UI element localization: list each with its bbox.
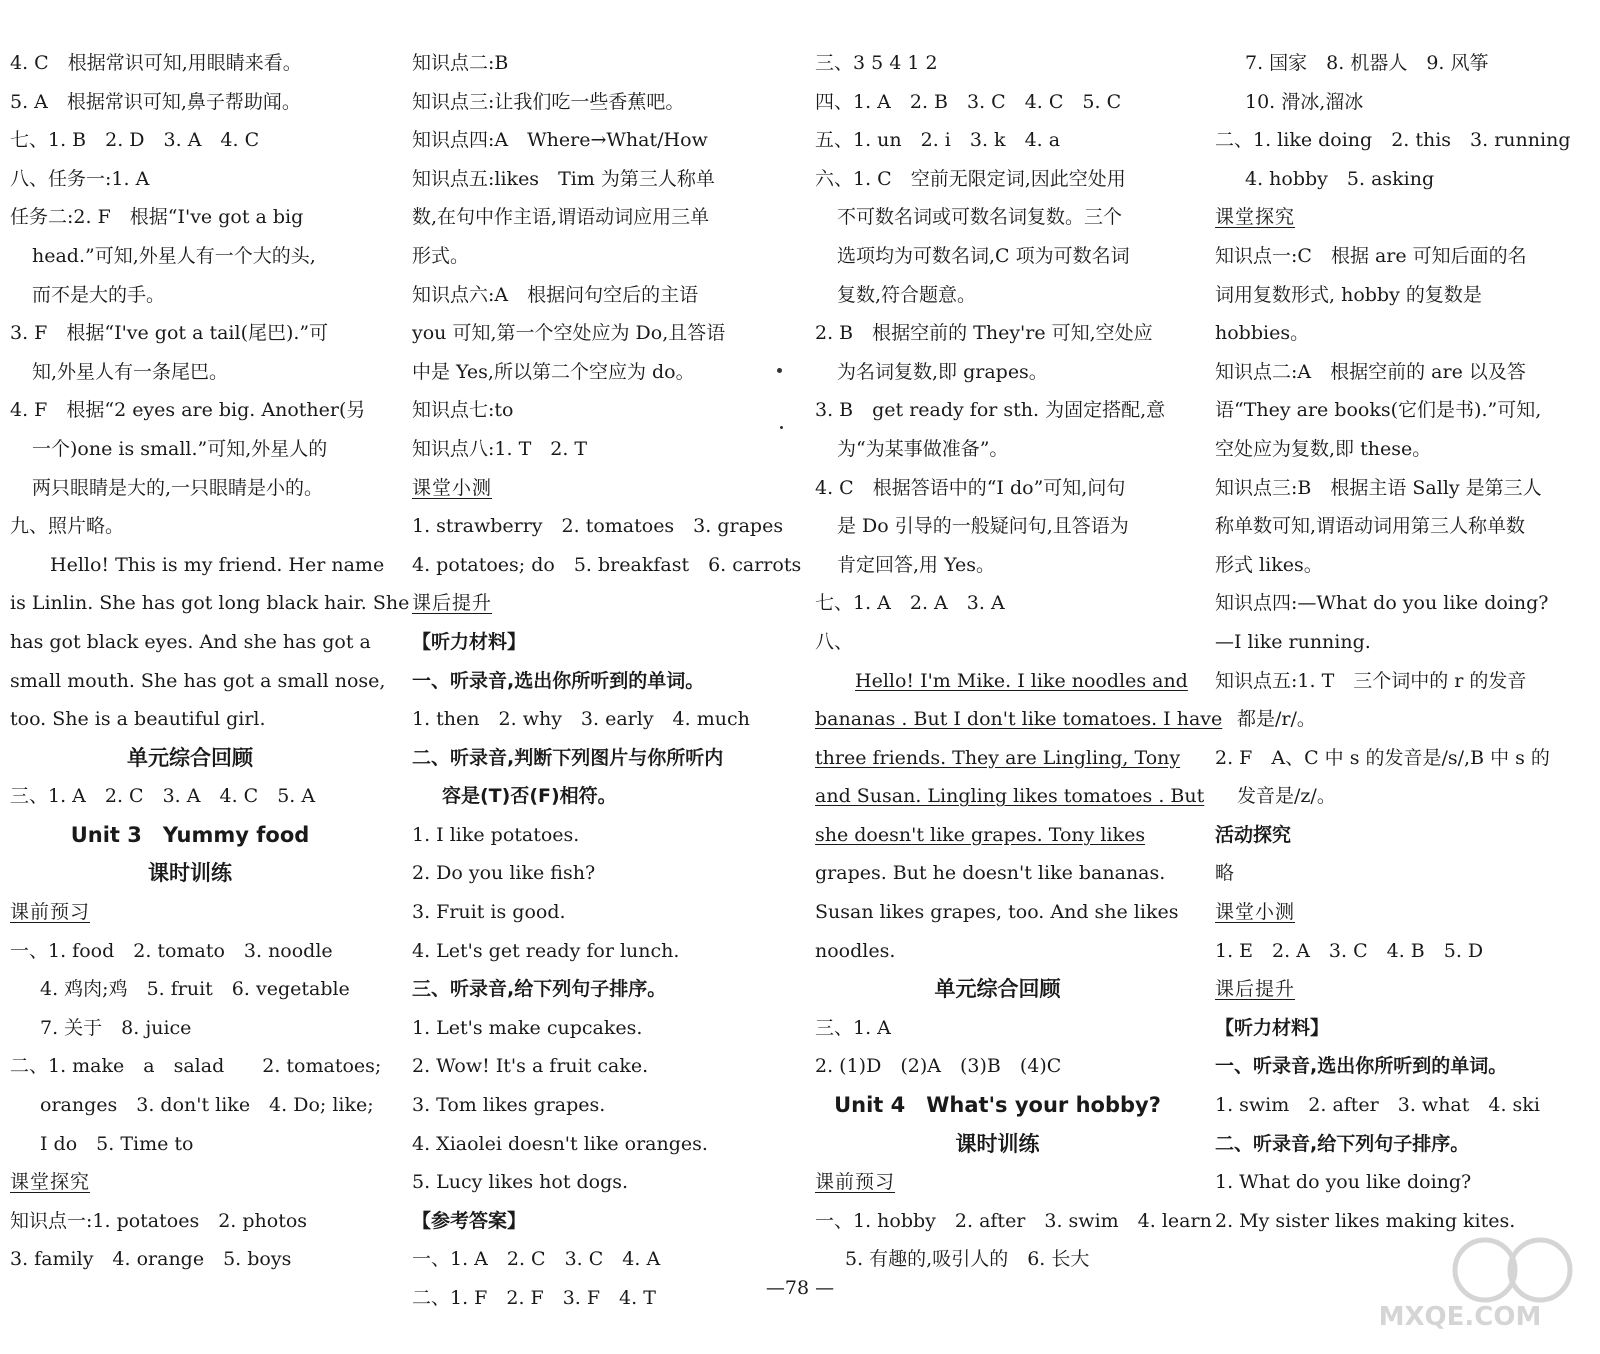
page-number: —78 — [765,1277,835,1299]
text-line: 1. E 2. A 3. C 4. B 5. D [1215,939,1484,962]
text-line: 肯定回答,用 Yes。 [837,553,995,576]
text-line: 词用复数形式, hobby 的复数是 [1215,283,1482,306]
text-line: 知识点五:1. T 三个词中的 r 的发音 [1215,669,1527,692]
text-line: 八、 [815,630,854,653]
section-title: 课后提升 [1215,978,1296,1001]
text-line: 5. 有趣的,吸引人的 6. 长大 [845,1248,1090,1271]
text-line: 知识点三:B 根据主语 Sally 是第三人 [1215,476,1542,499]
text-line: 五、1. un 2. i 3. k 4. a [815,129,1061,152]
section-title: 课前预习 [815,1171,896,1194]
text-line: 略 [1215,862,1235,885]
text-line: Hello! This is my friend. Her name [50,553,385,576]
text-line: 为名词复数,即 grapes。 [837,360,1048,383]
text-line: 知识点四:A Where→What/How [412,129,708,152]
text-line: she doesn't like grapes. Tony likes [815,823,1146,846]
text-line: 【听力材料】 [1215,1016,1330,1039]
text-line: 4. Let's get ready for lunch. [412,939,680,962]
text-line: is Linlin. She has got long black hair. She [10,592,410,615]
section-title: 课堂小测 [412,476,493,499]
text-line: three friends. They are Lingling, Tony [815,746,1181,769]
text-line: 一、听录音,选出你所听到的单词。 [412,669,705,692]
watermark-text: MXQE.COM [1378,1302,1542,1332]
text-line: 而不是大的手。 [32,283,166,306]
section-title: 课前预习 [10,901,91,924]
text-line: —I like running. [1215,630,1371,653]
text-line: small mouth. She has got a small nose, [10,669,386,692]
text-line: 一、听录音,选出你所听到的单词。 [1215,1055,1508,1078]
text-line: 是 Do 引导的一般疑问句,且答语为 [837,515,1129,538]
text-line: 七、1. A 2. A 3. A [815,592,1005,615]
text-line: 知识点四:—What do you like doing? [1215,592,1549,615]
text-line: grapes. But he doesn't like bananas. [815,862,1166,885]
text-line: noodles. [815,939,896,962]
text-line: 3. family 4. orange 5. boys [10,1248,292,1271]
text-line: 知识点二:A 根据空前的 are 以及答 [1215,360,1526,383]
text-line: 都是/r/。 [1237,708,1316,731]
text-line: 4. C 根据答语中的“I do”可知,问句 [815,476,1126,499]
text-line: 二、听录音,给下列句子排序。 [1215,1132,1470,1155]
text-line: 3. B get ready for sth. 为固定搭配,意 [815,399,1166,422]
heading: 单元综合回顾 [127,745,253,770]
heading: Unit 4 What's your hobby? [834,1093,1161,1118]
heading: Unit 3 Yummy food [70,822,310,847]
print-speck [777,368,782,373]
text-line: 3. F 根据“I've got a tail(尾巴).”可 [10,322,329,345]
text-line: 活动探究 [1215,823,1292,846]
text-line: 【听力材料】 [412,630,527,653]
text-line: 1. then 2. why 3. early 4. much [412,708,750,731]
text-line: 两只眼睛是大的,一只眼睛是小的。 [32,476,324,499]
section-title: 课堂小测 [1215,901,1296,924]
text-line: 四、1. A 2. B 3. C 4. C 5. C [815,90,1122,113]
text-line: oranges 3. don't like 4. Do; like; [40,1094,374,1117]
text-line: 容是(T)否(F)相符。 [442,785,617,808]
text-line: you 可知,第一个空处应为 Do,且答语 [412,322,726,345]
text-line: Hello! I'm Mike. I like noodles and [855,669,1188,692]
section-title: 课堂探究 [10,1171,91,1194]
text-line: 形式。 [412,244,470,267]
text-line: 4. hobby 5. asking [1245,167,1435,190]
text-line: 知识点一:C 根据 are 可知后面的名 [1215,244,1527,267]
text-line: 三、1. A [815,1016,891,1039]
text-line: 形式 likes。 [1215,553,1323,576]
text-line: 2. (1)D (2)A (3)B (4)C [815,1055,1062,1078]
text-line: head.”可知,外星人有一个大的头, [32,244,316,267]
text-line: 六、1. C 空前无限定词,因此空处用 [815,167,1126,190]
print-speck [780,426,783,429]
text-line: 二、1. make a salad 2. tomatoes; [10,1055,382,1078]
text-line: I do 5. Time to [40,1132,194,1155]
text-line: 一、1. A 2. C 3. C 4. A [412,1248,661,1271]
text-line: 发音是/z/。 [1237,785,1336,808]
text-line: 一、1. food 2. tomato 3. noodle [10,939,333,962]
text-line: 知识点五:likes Tim 为第三人称单 [412,167,715,190]
text-line: 3. Tom likes grapes. [412,1094,606,1117]
text-line: 数,在句中作主语,谓语动词应用三单 [412,206,710,229]
text-line: 一个)one is small.”可知,外星人的 [32,437,328,460]
text-line: 【参考答案】 [412,1209,527,1232]
text-line: 1. Let's make cupcakes. [412,1016,643,1039]
text-line: 九、照片略。 [10,515,125,538]
text-line: 任务二:2. F 根据“I've got a big [10,206,304,229]
text-line: 知识点七:to [412,399,514,422]
text-line: 2. F A、C 中 s 的发音是/s/,B 中 s 的 [1215,746,1550,769]
text-line: 10. 滑冰,溜冰 [1245,90,1364,113]
text-line: 2. Do you like fish? [412,862,596,885]
text-line: 知识点二:B [412,52,509,74]
text-line: 语“They are books(它们是书).”可知, [1215,399,1542,422]
text-line: has got black eyes. And she has got a [10,630,371,653]
text-line: and Susan. Lingling likes tomatoes . But [815,785,1205,808]
text-line: 为“为某事做准备”。 [837,437,1009,460]
section-title: 课后提升 [412,592,493,615]
heading: 课时训练 [148,861,232,886]
column-3 [815,44,1223,1279]
text-line: 7. 国家 8. 机器人 9. 风筝 [1245,52,1489,74]
text-line: 八、任务一:1. A [10,167,150,190]
text-line: 复数,符合题意。 [837,283,977,306]
text-line: 4. C 根据常识可知,用眼睛来看。 [10,52,302,74]
text-line: 称单数可知,谓语动词用第三人称单数 [1215,515,1526,538]
text-line: 知识点三:让我们吃一些香蕉吧。 [412,90,685,113]
text-line: 5. Lucy likes hot dogs. [412,1171,629,1194]
text-line: 二、1. like doing 2. this 3. running [1215,129,1571,152]
column-1 [10,44,410,1279]
text-line: 一、1. hobby 2. after 3. swim 4. learn [815,1209,1212,1232]
text-line: 5. A 根据常识可知,鼻子帮助闻。 [10,90,301,113]
text-line: 1. What do you like doing? [1215,1171,1472,1194]
text-line: 2. B 根据空前的 They're 可知,空处应 [815,322,1153,345]
text-line: 知识点六:A 根据问句空后的主语 [412,283,699,306]
text-line: 4. Xiaolei doesn't like oranges. [412,1132,708,1155]
text-line: too. She is a beautiful girl. [10,708,266,731]
text-line: 3. Fruit is good. [412,901,566,924]
text-line: 二、听录音,判断下列图片与你所听内 [412,746,724,769]
text-line: 二、1. F 2. F 3. F 4. T [412,1287,656,1309]
section-title: 课堂探究 [1215,206,1296,229]
text-line: bananas . But I don't like tomatoes. I have [815,708,1223,731]
text-line: 1. I like potatoes. [412,823,580,846]
text-line: 2. Wow! It's a fruit cake. [412,1055,649,1078]
text-line: 1. swim 2. after 3. what 4. ski [1215,1094,1540,1117]
text-line: 2. My sister likes making kites. [1215,1209,1516,1232]
text-line: 中是 Yes,所以第二个空应为 do。 [412,360,695,383]
text-line: 三、1. A 2. C 3. A 4. C 5. A [10,785,316,808]
text-line: 七、1. B 2. D 3. A 4. C [10,129,260,152]
text-line: 选项均为可数名词,C 项为可数名词 [837,244,1130,267]
text-line: 4. potatoes; do 5. breakfast 6. carrots [412,553,802,576]
text-line: 空处应为复数,即 these。 [1215,437,1432,460]
text-line: hobbies。 [1215,322,1310,345]
text-line: 4. F 根据“2 eyes are big. Another(另 [10,399,366,422]
column-4 [1215,44,1580,1240]
text-line: 三、听录音,给下列句子排序。 [412,978,667,1001]
text-line: 4. 鸡肉;鸡 5. fruit 6. vegetable [40,978,350,1001]
text-line: 7. 关于 8. juice [40,1016,192,1039]
text-line: 不可数名词或可数名词复数。三个 [837,206,1123,229]
text-line: 1. strawberry 2. tomatoes 3. grapes [412,515,784,538]
text-line: 知识点一:1. potatoes 2. photos [10,1209,308,1232]
heading: 单元综合回顾 [934,977,1061,1002]
watermark-logo [1335,1225,1585,1335]
text-line: Susan likes grapes, too. And she likes [815,901,1179,924]
text-line: 知,外星人有一条尾巴。 [32,360,229,383]
text-line: 三、3 5 4 1 2 [815,52,938,74]
heading: 课时训练 [955,1131,1040,1156]
text-line: 知识点八:1. T 2. T [412,437,588,460]
